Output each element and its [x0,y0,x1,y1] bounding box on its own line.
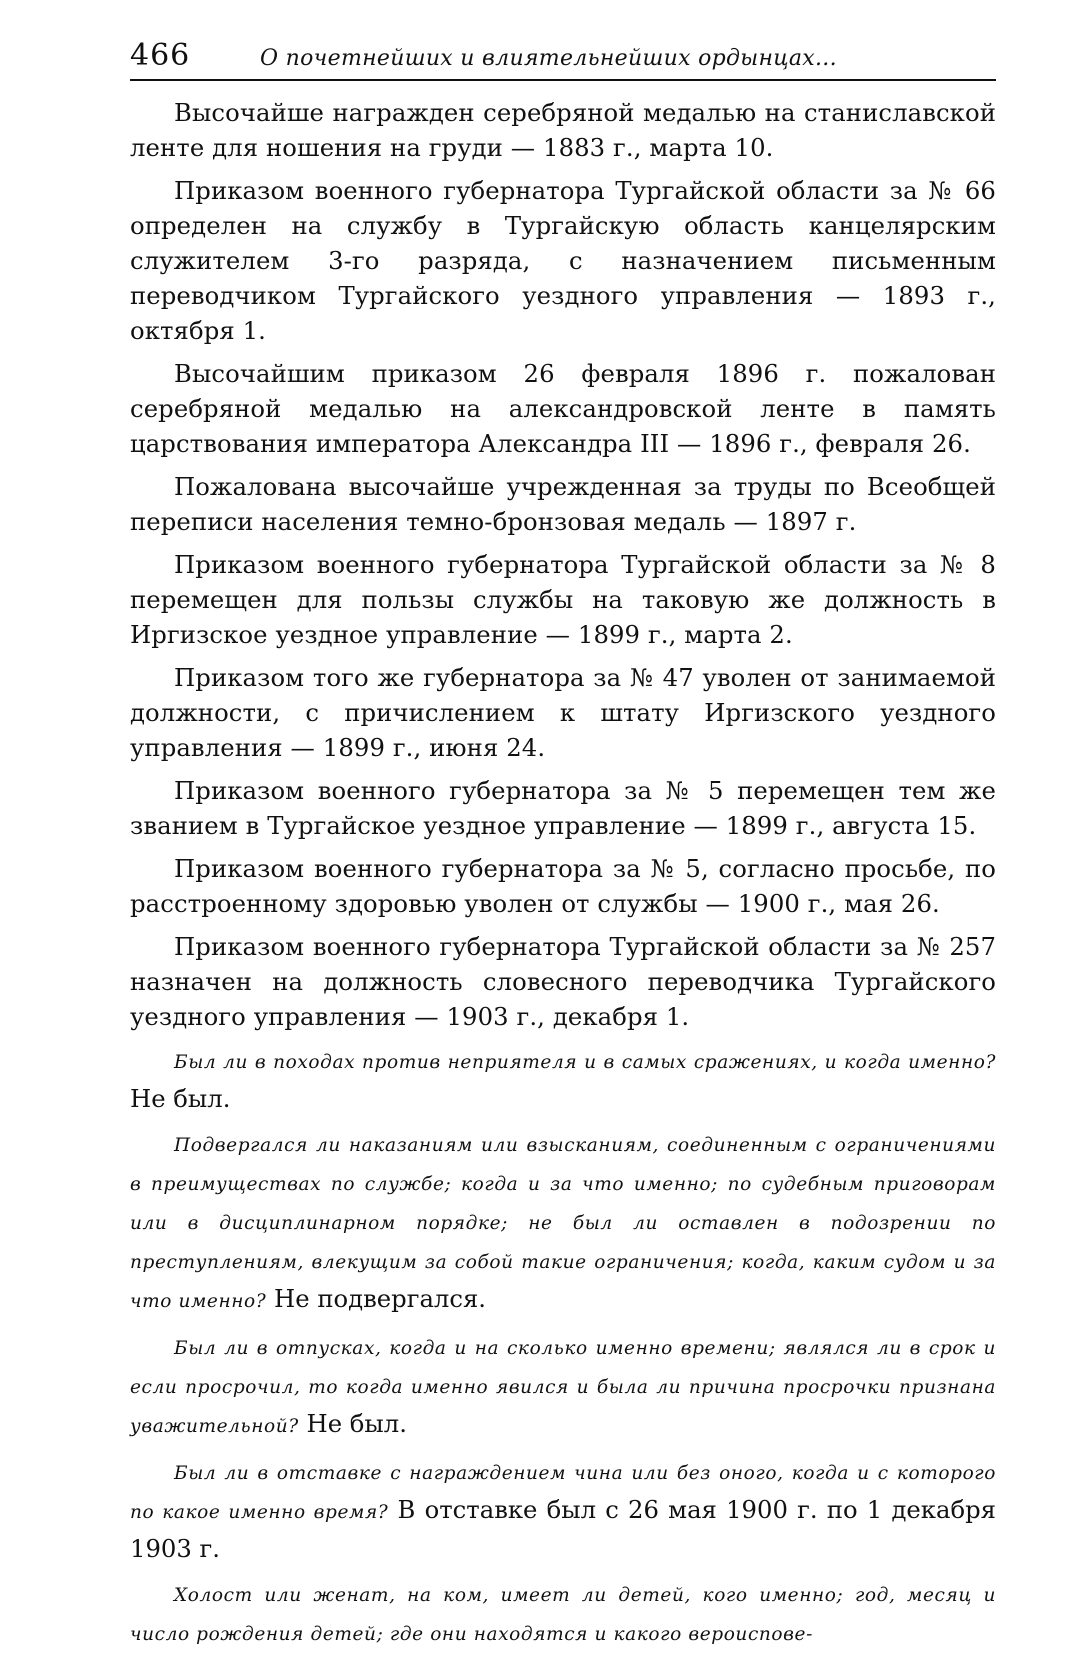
paragraph: Высочайшим приказом 26 февраля 1896 г. пожалован серебряной медалью на александровской ленте в память царствования императора Александра III — 1896 г., февраля 26. [130,359,996,458]
answer-text: Не подвергался. [266,1284,487,1313]
question-text: Холост или женат, на ком, имеет ли детей, кого именно; год, месяц и число рождения детей; где они находятся и какого вероиспове- [130,1585,996,1645]
paragraph: Приказом военного губернатора за № 5 перемещен тем же званием в Тургайское уездное управление — 1899 г., августа 15. [130,776,996,840]
questionnaire-item [130,1328,996,1445]
questionnaire-item [130,1042,996,1117]
paragraph: Высочайше награжден серебряной медалью на станиславской ленте для ношения на груди — 1883 г., марта 10. [130,98,996,162]
paragraph: Приказом военного губернатора за № 5, согласно просьбе, по расстроенному здоровью уволен от службы — 1900 г., мая 26. [130,854,996,918]
answer-text: В отставке был с 26 мая 1900 г. по 1 декабря 1903 г. [130,1495,996,1563]
running-title: О почетнейших и влиятельнейших ордынцах... [260,46,837,71]
question-text: Был ли в отставке с награждением чина или без оного, когда и с которого по какое именно время? [130,1463,996,1523]
question-text: Подвергался ли наказаниям или взысканиям, соединенным с ограничениями в преимуществах по службе; когда и за что именно; по судебным приговорам или в дисциплинарном порядке; не был ли оставлен в подозрении по преступлениям, влекущим за собой такие ограничения; когда, каким судом и за что именно? [130,1135,996,1312]
questionnaire-item [130,1453,996,1567]
page-number: 466 [130,38,191,73]
paragraph: Приказом военного губернатора Тургайской области за № 8 перемещен для пользы службы на таковую же должность в Иргизское уездное управление — 1899 г., марта 2. [130,550,996,649]
answer-text: Не был. [298,1409,407,1438]
paragraph: Пожалована высочайше учрежденная за труды по Всеобщей переписи населения темно-бронзовая медаль — 1897 г. [130,472,996,536]
answer-text: Не был. [130,1084,231,1113]
paragraph: Приказом военного губернатора Тургайской области за № 66 определен на службу в Тургайскую область канцелярским служителем 3-го разряда, с назначением письменным переводчиком Тургайского уездного управления — 1893 г., октября 1. [130,176,996,345]
page-body [130,95,996,1653]
paragraph: Приказом того же губернатора за № 47 уволен от занимаемой должности, с причислением к штату Иргизского уездного управления — 1899 г., июня 24. [130,663,996,762]
question-text: Был ли в отпусках, когда и на сколько именно времени; являлся ли в срок и если просрочил, то когда именно явился и была ли причина просрочки признана уважительной? [130,1338,996,1437]
book-page [130,38,996,1661]
questionnaire-item [130,1125,996,1320]
question-text: Был ли в походах против неприятеля и в самых сражениях, и когда именно? [174,1052,996,1073]
page-header [130,38,996,81]
questionnaire-item [130,1575,996,1653]
paragraph: Приказом военного губернатора Тургайской области за № 257 назначен на должность словесного переводчика Тургайского уездного управления — 1903 г., декабря 1. [130,932,996,1031]
